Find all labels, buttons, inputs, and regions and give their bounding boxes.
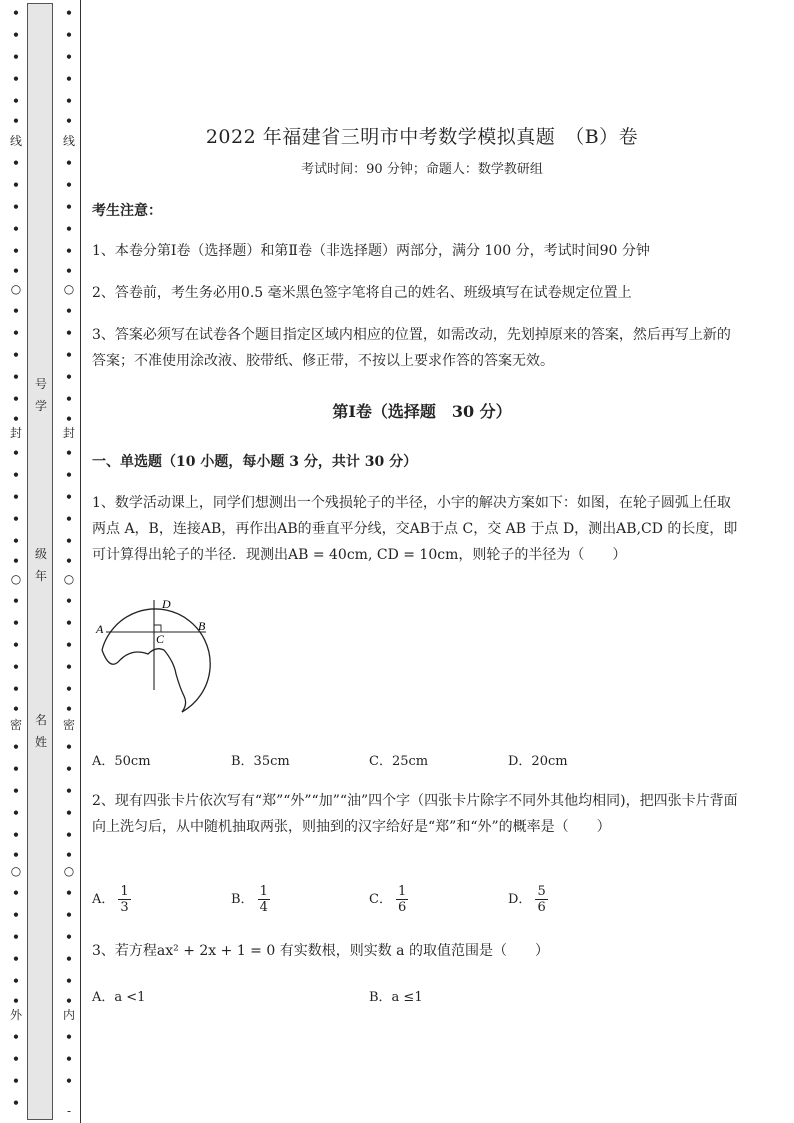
bottom-mark: - (66, 1104, 72, 1118)
label-line: 线 (9, 134, 22, 148)
option-letter: C． (369, 892, 392, 907)
dot: • (65, 702, 73, 716)
dot: • (12, 114, 20, 128)
option-d[interactable] (508, 884, 548, 915)
dot: • (65, 178, 73, 192)
fraction (118, 884, 130, 915)
question-2-stem: 2、现有四张卡片依次写有“郑”“外”“加”“油”四个字（四张卡片除字不同外其他均相同)，把四张卡片背面向上洗匀后，从中随机抽取两张，则抽到的汉字给好是“郑”和“外”的概率是（ ） (92, 793, 738, 835)
dot: • (65, 244, 73, 258)
dot: • (12, 6, 20, 20)
inner-dot-column (59, 0, 79, 1123)
dot: • (12, 326, 20, 340)
label-inside: 内 (62, 1008, 75, 1022)
broken-edge (102, 649, 186, 712)
dot: • (12, 702, 20, 716)
dot: • (12, 784, 20, 798)
option-b[interactable]: B．a ≤1 (369, 990, 423, 1005)
dot: • (65, 930, 73, 944)
dot: • (65, 156, 73, 170)
strip-label-grade-1: 级 (34, 547, 47, 561)
ring-icon: ○ (10, 572, 22, 586)
option-a[interactable] (92, 884, 131, 915)
denominator: 6 (537, 900, 546, 915)
denominator: 6 (397, 900, 407, 915)
dot: • (12, 1096, 20, 1110)
dot: • (12, 554, 20, 568)
dot: • (65, 638, 73, 652)
fraction (535, 884, 547, 915)
dot: • (12, 178, 20, 192)
question-3-stem: 3、若方程ax² + 2x + 1 = 0 有实数根，则实数 a 的取值范围是（ ） (92, 943, 549, 959)
dot: • (65, 6, 73, 20)
part-title: 一、单选题（10 小题，每小题 3 分，共计 30 分） (92, 454, 418, 470)
dot: • (65, 468, 73, 482)
section-title: 第Ⅰ卷（选择题 30 分） (332, 402, 512, 421)
dot: • (65, 828, 73, 842)
dot: • (12, 952, 20, 966)
dot: • (65, 72, 73, 86)
dot: • (65, 94, 73, 108)
dot: • (12, 304, 20, 318)
denominator: 3 (120, 900, 129, 915)
numerator: 1 (397, 884, 407, 899)
dot: • (65, 952, 73, 966)
option-b[interactable] (231, 884, 270, 915)
dot: • (12, 638, 20, 652)
ring-icon: ○ (63, 282, 75, 296)
label-b: B (198, 619, 206, 633)
dot: • (65, 200, 73, 214)
dot: • (65, 114, 73, 128)
ring-icon: ○ (63, 864, 75, 878)
strip-label-name-2: 姓 (34, 735, 47, 749)
right-angle-mark (154, 625, 161, 632)
dot: • (12, 468, 20, 482)
dot: • (65, 682, 73, 696)
option-letter: D． (508, 892, 532, 907)
dot: • (12, 806, 20, 820)
dot: • (12, 244, 20, 258)
dot: • (65, 512, 73, 526)
label-secret: 密 (9, 718, 22, 732)
option-b[interactable]: B．35cm (231, 754, 290, 769)
binding-info-strip (27, 3, 53, 1120)
label-d: D (162, 597, 171, 611)
label-a: A (96, 622, 104, 636)
label-outside: 外 (9, 1008, 22, 1022)
dot: • (65, 370, 73, 384)
dot: • (12, 1074, 20, 1088)
dot: • (12, 974, 20, 988)
dot: • (65, 1052, 73, 1066)
dot: • (65, 886, 73, 900)
dot: • (12, 1052, 20, 1066)
dot: • (65, 554, 73, 568)
dot: • (65, 412, 73, 426)
dot: • (12, 370, 20, 384)
dot: • (65, 326, 73, 340)
dot: • (12, 222, 20, 236)
strip-label-student-no-1: 号 (34, 377, 47, 391)
dot: • (65, 1030, 73, 1044)
dot: • (12, 534, 20, 548)
dot: • (12, 886, 20, 900)
ring-icon: ○ (10, 282, 22, 296)
dot: • (65, 28, 73, 42)
dot: • (12, 594, 20, 608)
dot: • (12, 908, 20, 922)
dot: • (12, 50, 20, 64)
page-subtitle: 考试时间：90 分钟；命题人：数学教研组 (301, 162, 543, 177)
dot: • (65, 50, 73, 64)
option-c[interactable] (369, 884, 408, 915)
dot: • (12, 28, 20, 42)
dot: • (65, 908, 73, 922)
option-a[interactable]: A．50cm (92, 754, 151, 769)
dot: • (12, 660, 20, 674)
notice-heading: 考生注意： (92, 203, 162, 219)
label-line: 线 (62, 134, 75, 148)
dot: • (12, 512, 20, 526)
option-c[interactable]: C．25cm (369, 754, 429, 769)
dot: • (12, 682, 20, 696)
dot: • (65, 762, 73, 776)
page-title: 2022 年福建省三明市中考数学模拟真题 （B）卷 (205, 126, 639, 148)
label-seal: 封 (62, 426, 75, 440)
dot: • (65, 594, 73, 608)
strip-label-grade-2: 年 (34, 569, 47, 583)
numerator: 1 (120, 884, 129, 899)
dot: • (65, 784, 73, 798)
dot: • (12, 94, 20, 108)
dot: • (12, 994, 20, 1008)
dot: • (65, 490, 73, 504)
dot: • (65, 304, 73, 318)
ring-icon: ○ (10, 864, 22, 878)
fraction (258, 884, 270, 915)
strip-label-name-1: 名 (34, 713, 47, 727)
dot: • (65, 994, 73, 1008)
dot: • (65, 848, 73, 862)
dot: • (65, 660, 73, 674)
notice-item-1: 1、本卷分第Ⅰ卷（选择题）和第Ⅱ卷（非选择题）两部分，满分 100 分，考试时间90 分钟 (92, 243, 650, 259)
dot: • (12, 72, 20, 86)
notice-item-2: 2、答卷前，考生务必用0.5 毫米黑色签字笔将自己的姓名、班级填写在试卷规定位置上 (92, 285, 632, 301)
option-letter: B． (231, 892, 254, 907)
dot: • (65, 392, 73, 406)
dot: • (12, 412, 20, 426)
dot: • (65, 348, 73, 362)
dot: • (12, 762, 20, 776)
wheel-figure (92, 592, 222, 722)
dot: • (65, 264, 73, 278)
label-seal: 封 (9, 426, 22, 440)
dot: • (65, 534, 73, 548)
dot: • (65, 740, 73, 754)
dot: • (12, 392, 20, 406)
numerator: 5 (537, 884, 546, 899)
dot: • (65, 806, 73, 820)
dot: • (12, 828, 20, 842)
label-c: C (156, 632, 165, 646)
dot: • (65, 1074, 73, 1088)
dot: • (12, 348, 20, 362)
dot: • (12, 200, 20, 214)
dot: • (12, 616, 20, 630)
dot: • (12, 740, 20, 754)
strip-label-student-no-2: 学 (34, 399, 47, 413)
option-d[interactable]: D．20cm (508, 754, 568, 769)
dot: • (65, 974, 73, 988)
dot: • (12, 446, 20, 460)
ring-icon: ○ (63, 572, 75, 586)
option-a[interactable]: A．a <1 (92, 990, 146, 1005)
denominator: 4 (259, 900, 268, 915)
numerator: 1 (259, 884, 268, 899)
dot: • (12, 156, 20, 170)
dot: • (12, 264, 20, 278)
notice-item-3: 3、答案必须写在试卷各个题目指定区域内相应的位置，如需改动，先划掉原来的答案，然后再写上新的答案；不准使用涂改液、胶带纸、修正带，不按以上要求作答的答案无效。 (92, 327, 731, 369)
dot: • (65, 446, 73, 460)
dot: • (65, 222, 73, 236)
dot: • (12, 490, 20, 504)
option-letter: A． (92, 892, 115, 907)
dot: • (65, 616, 73, 630)
dot: • (12, 848, 20, 862)
fraction (396, 884, 408, 915)
wheel-arc (102, 609, 210, 712)
dot: • (12, 930, 20, 944)
dot: • (12, 1030, 20, 1044)
question-1-stem: 1、数学活动课上，同学们想测出一个残损轮子的半径，小宇的解决方案如下：如图，在轮子圆弧上任取两点 A，B，连接AB，再作出AB的垂直平分线，交AB于点 C，交 AB 于点 D，测出AB,CD 的长度，即可计算得出轮子的半径．现测出AB = 40cm, CD = 10cm，则轮子的半径为（ ） (92, 495, 738, 563)
outer-dot-column (6, 0, 26, 1123)
label-secret: 密 (62, 718, 75, 732)
